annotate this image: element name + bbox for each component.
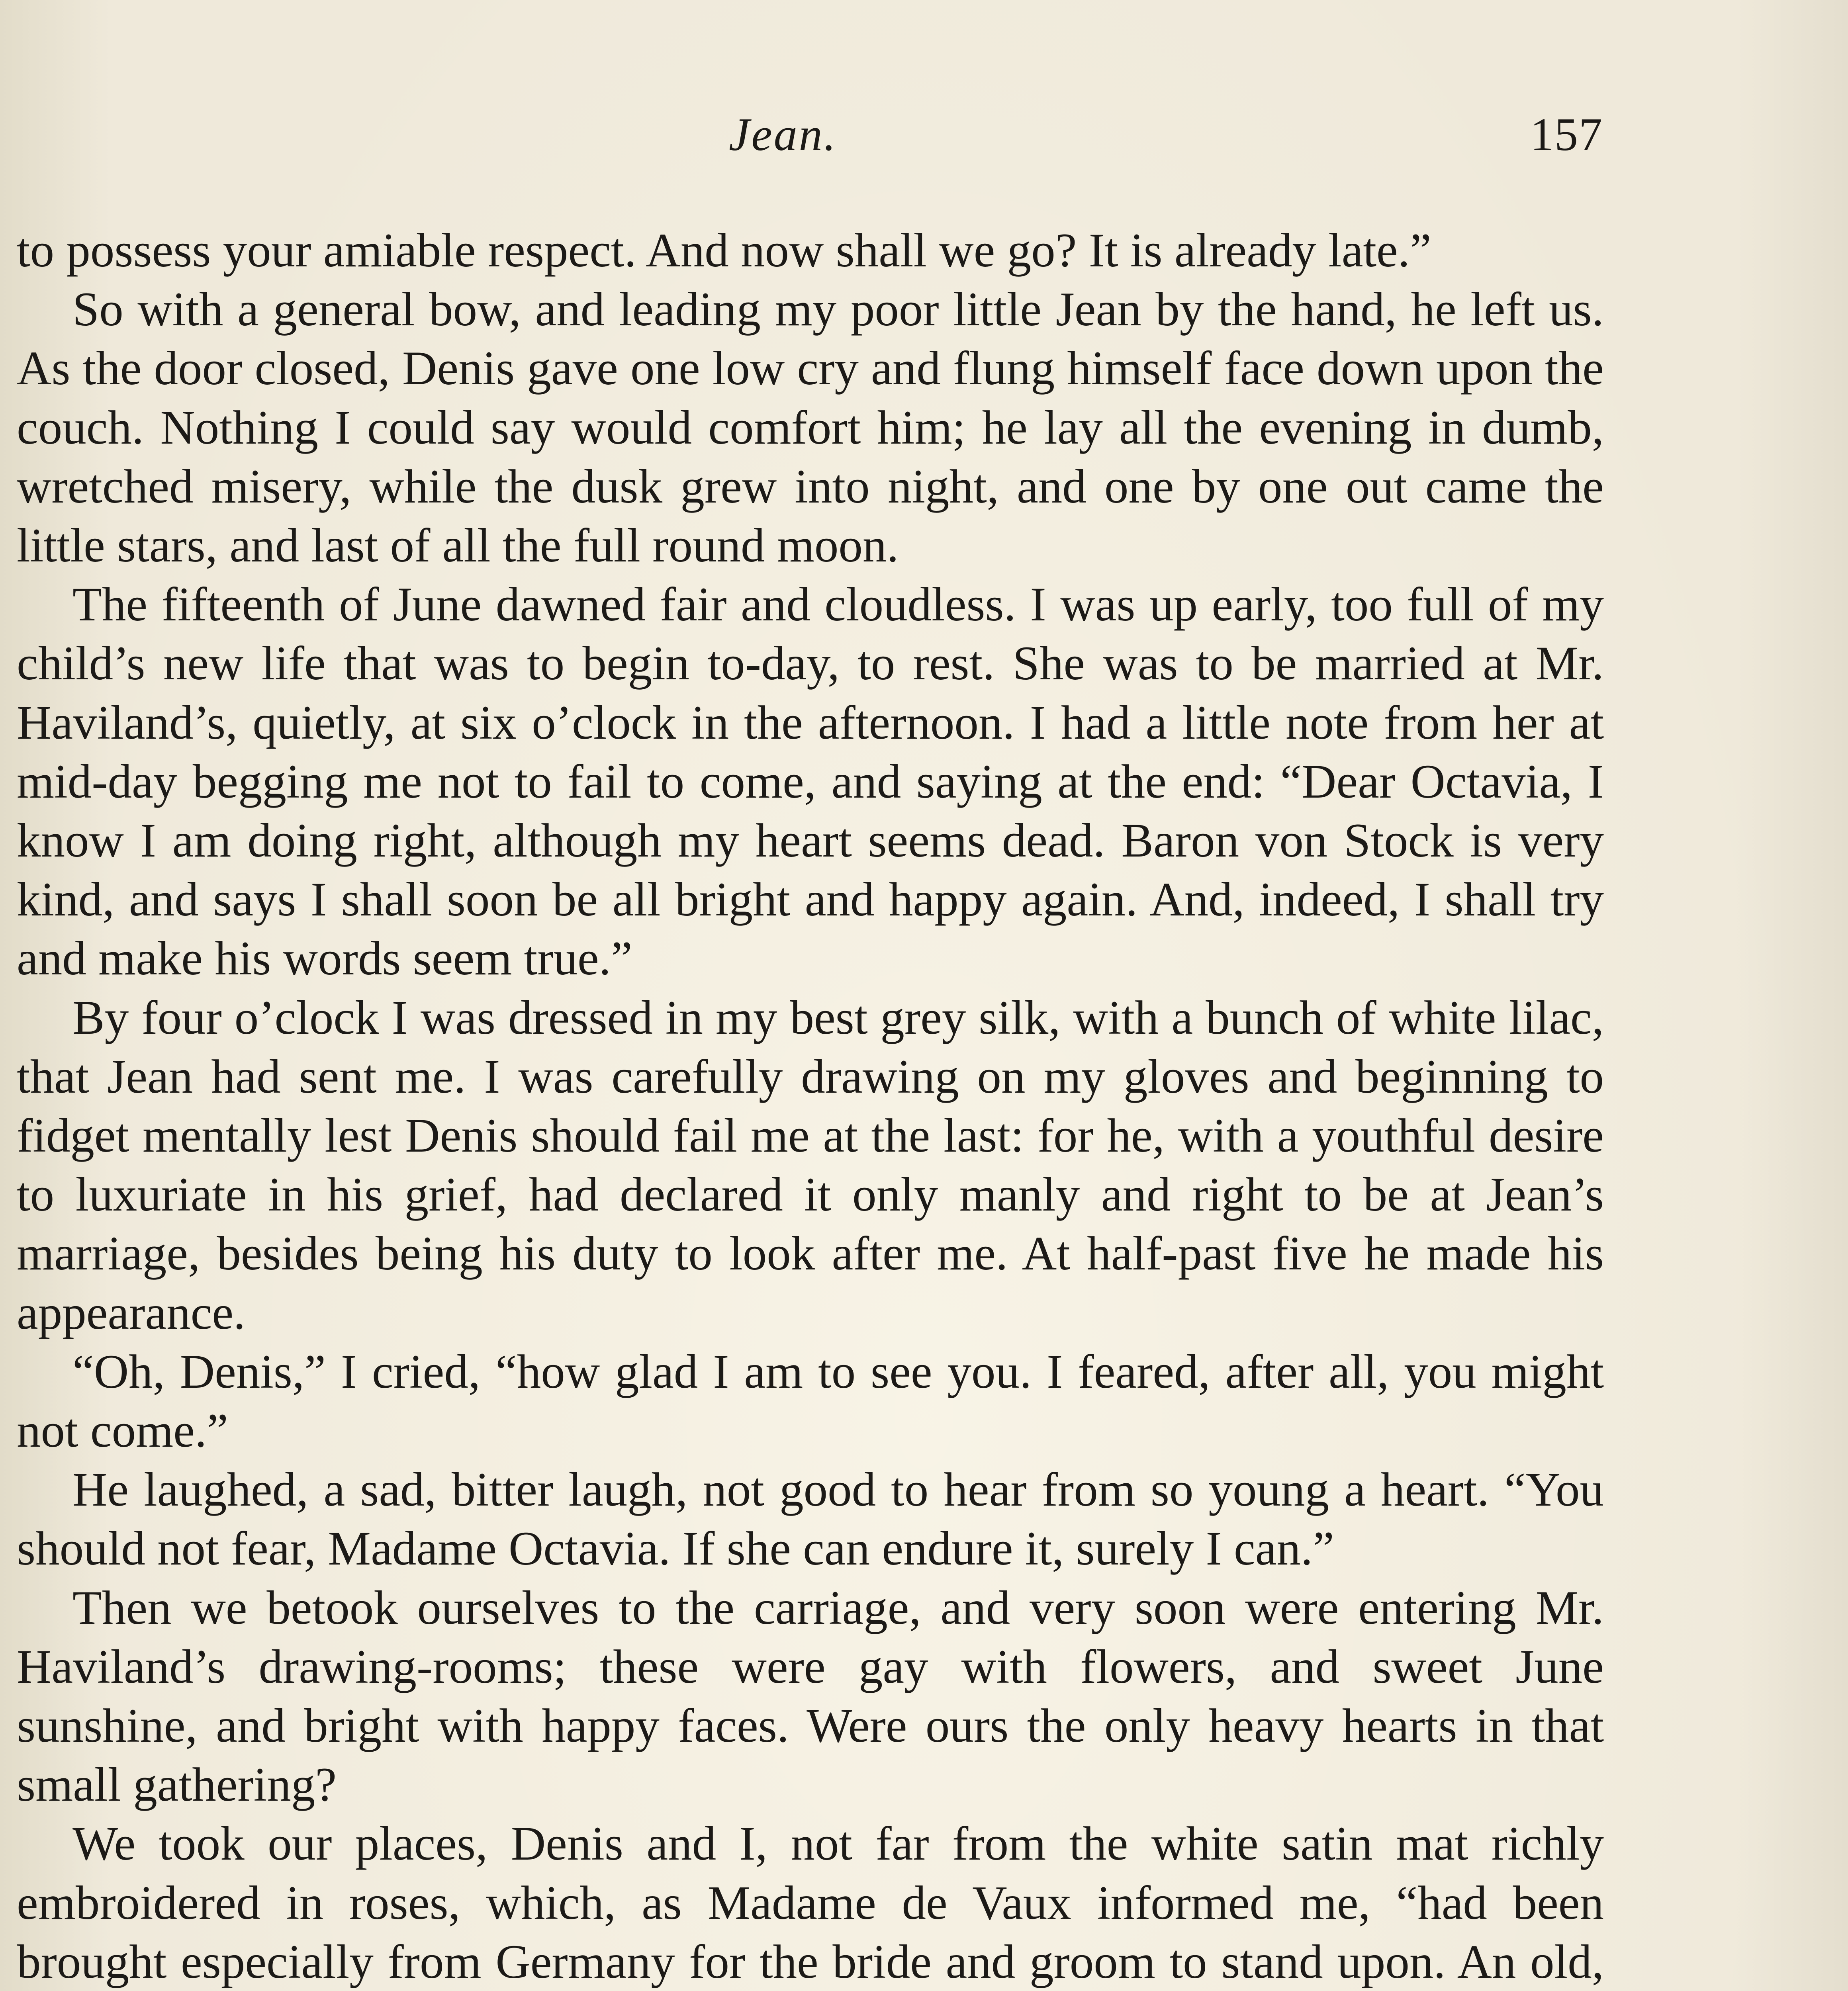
- page-number: 157: [1530, 108, 1603, 160]
- paragraph: “Oh, Denis,” I cried, “how glad I am to see you. I feared, after all, you might not come.”: [17, 1345, 1604, 1458]
- paragraph: So with a general bow, and leading my poor little Jean by the hand, he left us. As the door closed, Denis gave one low cry and flung himself face down upon the couch. Nothing I could say would comfort him; he lay all the evening in dumb, wretched misery, while the dusk grew into night, and one by one out came the little stars, and last of all the full round moon.: [17, 283, 1604, 573]
- paragraph: to possess your amiable respect. And now shall we go? It is already late.”: [17, 224, 1431, 277]
- body-text: [17, 221, 1604, 1991]
- paragraph: By four o’clock I was dressed in my best grey silk, with a bunch of white lilac, that Jean had sent me. I was carefully drawing on my gloves and beginning to fidget mentally lest Denis should fail me at the last: for he, with a youthful desire to luxuriate in his grief, had declared it only manly and right to be at Jean’s marriage, besides being his duty to look after me. At half-past five he made his appearance.: [17, 991, 1604, 1340]
- paragraph: We took our places, Denis and I, not far from the white satin mat richly embroidered in roses, which, as Madame de Vaux informed me, “had been brought especially from Germany for the bride and groom to stand upon. An old,: [17, 1817, 1604, 1989]
- page-header: [0, 100, 1848, 179]
- paragraph: He laughed, a sad, bitter laugh, not good to hear from so young a heart. “You should not fear, Madame Octavia. If she can endure it, surely I can.”: [17, 1463, 1604, 1576]
- running-title: Jean.: [729, 108, 838, 160]
- paragraph: Then we betook ourselves to the carriage, and very soon were entering Mr. Haviland’s drawing-rooms; these were gay with flowers, and sweet June sunshine, and bright with happy faces. Were ours the only heavy hearts in that small gathering?: [17, 1581, 1604, 1812]
- paragraph: The fifteenth of June dawned fair and cloudless. I was up early, too full of my child’s new life that was to begin to-day, to rest. She was to be married at Mr. Haviland’s, quietly, at six o’clock in the afternoon. I had a little note from her at mid-day begging me not to fail to come, and saying at the end: “Dear Octavia, I know I am doing right, although my heart seems dead. Baron von Stock is very kind, and says I shall soon be all bright and happy again. And, indeed, I shall try and make his words seem true.”: [17, 578, 1604, 986]
